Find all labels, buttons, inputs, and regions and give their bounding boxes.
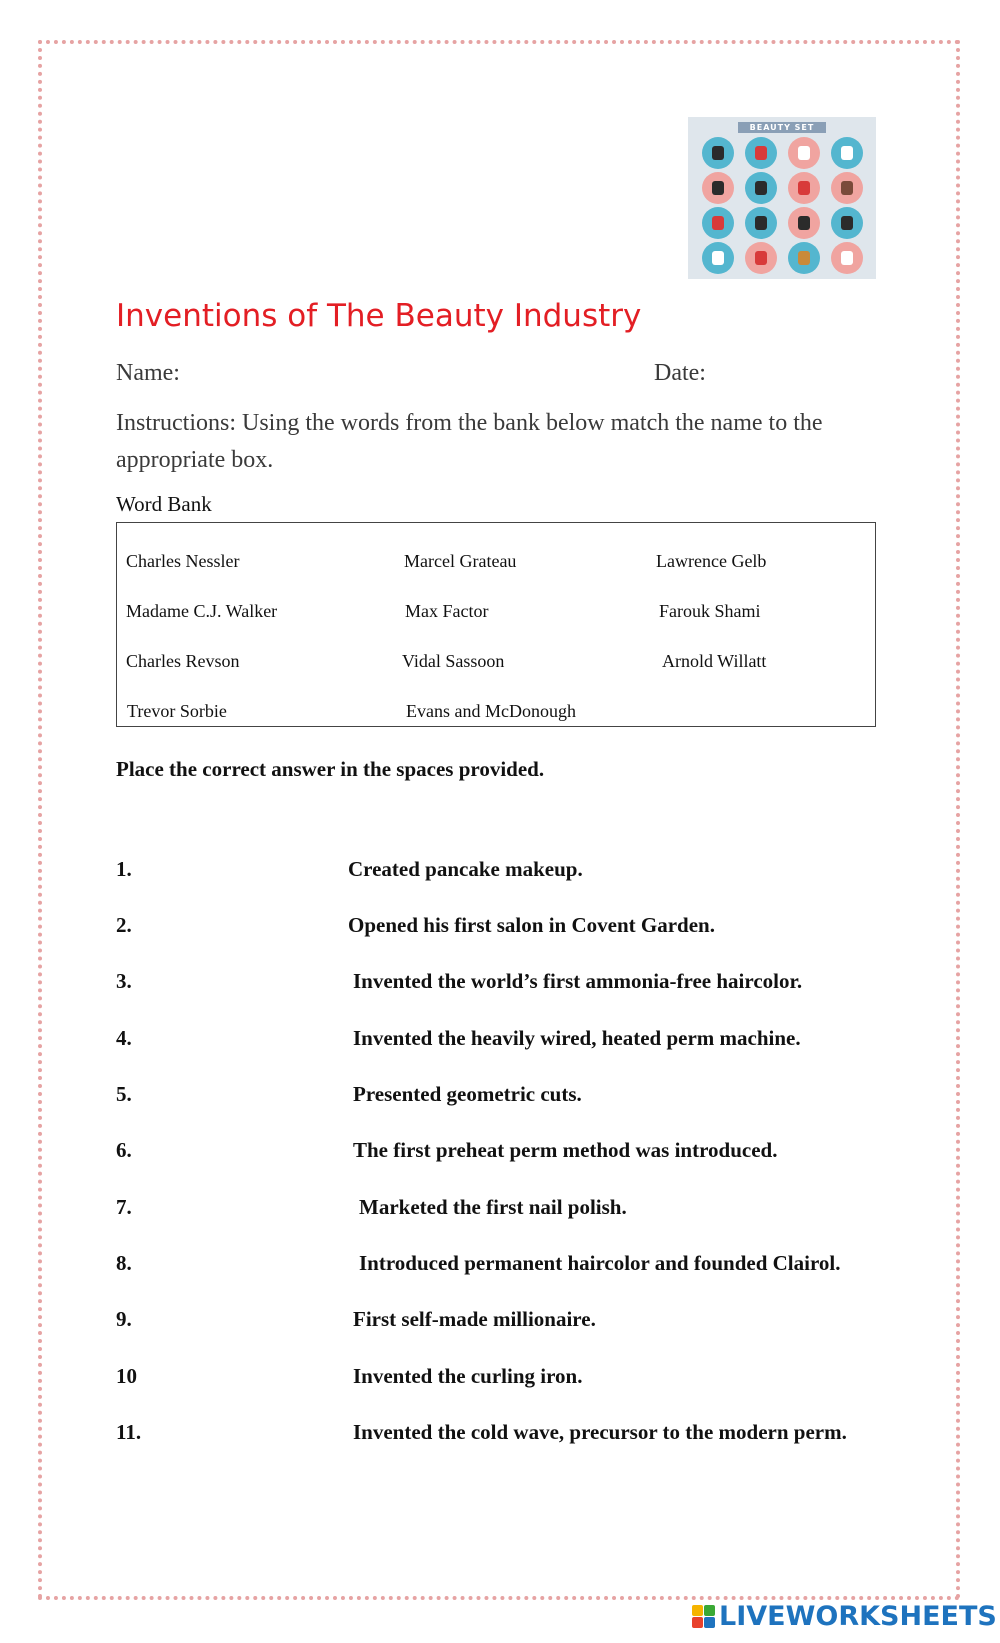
question-text: Marketed the first nail polish. (359, 1195, 627, 1219)
liveworksheets-logo-icon (692, 1605, 716, 1629)
place-instruction: Place the correct answer in the spaces provided. (116, 757, 545, 781)
question-text: The first preheat perm method was introduced. (353, 1138, 778, 1162)
question-text: Invented the cold wave, precursor to the modern perm. (353, 1420, 847, 1444)
nail-polish-icon (745, 137, 777, 169)
question-text: Introduced permanent haircolor and founded Clairol. (359, 1251, 841, 1275)
question-text: Created pancake makeup. (348, 857, 583, 881)
question-number: 1. (116, 857, 132, 881)
dress-icon (702, 207, 734, 239)
word-bank-item: Trevor Sorbie (127, 701, 227, 721)
question-number: 11. (116, 1420, 142, 1444)
question-number: 10 (116, 1364, 137, 1388)
beauty-set-image (688, 117, 876, 279)
word-bank-heading: Word Bank (116, 492, 212, 516)
word-bank-item: Arnold Willatt (662, 651, 767, 671)
question-text: Presented geometric cuts. (353, 1082, 582, 1106)
word-bank-item: Vidal Sassoon (402, 651, 505, 671)
word-bank-item: Max Factor (405, 601, 489, 621)
question-number: 7. (116, 1195, 132, 1219)
question-text: Invented the heavily wired, heated perm machine. (353, 1026, 801, 1050)
word-bank-box (116, 522, 876, 727)
question-text: Invented the world’s first ammonia-free haircolor. (353, 969, 803, 993)
worksheet-title: Inventions of The Beauty Industry (116, 298, 642, 334)
brushes-icon (702, 172, 734, 204)
question-number: 6. (116, 1138, 132, 1162)
name-label: Name: (116, 360, 180, 386)
foundation-icon (788, 242, 820, 274)
word-bank-item: Evans and McDonough (406, 701, 576, 721)
word-bank-item: Lawrence Gelb (656, 551, 767, 571)
question-number: 4. (116, 1026, 132, 1050)
date-label: Date: (654, 360, 706, 386)
question-number: 2. (116, 913, 132, 937)
hat-icon (831, 207, 863, 239)
instructions-text: Instructions: Using the words from the bank below match the name to the appropriate box. (116, 410, 823, 473)
lipstick-icon (702, 137, 734, 169)
word-bank-item: Charles Nessler (126, 551, 240, 571)
mascara-icon (745, 207, 777, 239)
word-bank-item: Farouk Shami (659, 601, 761, 621)
handbag-icon (745, 172, 777, 204)
mirror-icon (788, 207, 820, 239)
lip-gloss-icon (788, 172, 820, 204)
question-number: 9. (116, 1307, 132, 1331)
perfume-icon (831, 137, 863, 169)
question-text: Opened his first salon in Covent Garden. (348, 913, 715, 937)
question-number: 3. (116, 969, 132, 993)
word-bank-item: Madame C.J. Walker (126, 601, 278, 621)
liveworksheets-footer[interactable] (692, 1601, 997, 1632)
question-number: 8. (116, 1251, 132, 1275)
word-bank-item: Marcel Grateau (404, 551, 517, 571)
powder-icon (831, 242, 863, 274)
high-heel-icon (745, 242, 777, 274)
compact-icon (788, 137, 820, 169)
beauty-set-label: BEAUTY SET (738, 122, 826, 133)
question-text: Invented the curling iron. (353, 1364, 583, 1388)
word-bank-item: Charles Revson (126, 651, 240, 671)
question-number: 5. (116, 1082, 132, 1106)
hairdryer-icon (702, 242, 734, 274)
question-text: First self-made millionaire. (353, 1307, 596, 1331)
sunglasses-icon (831, 172, 863, 204)
liveworksheets-brand: LIVEWORKSHEETS (719, 1601, 997, 1632)
